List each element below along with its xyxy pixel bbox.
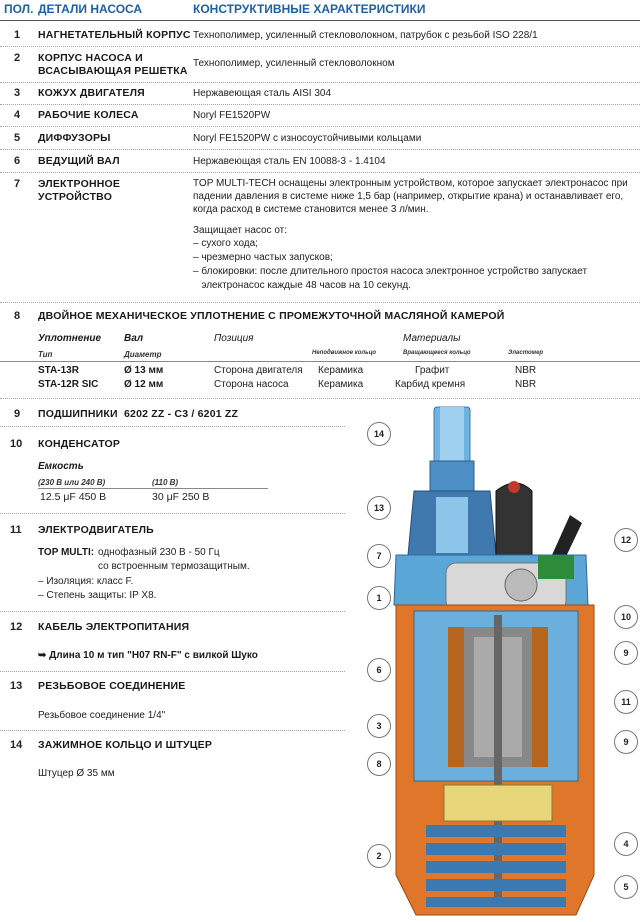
row-num: 1	[14, 29, 21, 41]
callout-1: 1	[367, 586, 391, 610]
seal-elastomer: NBR	[515, 365, 537, 376]
seal-type: STA-13R	[38, 365, 79, 376]
row-desc: Технополимер, усиленный стекловолокном, патрубок с резьбой ISO 228/1	[193, 30, 538, 41]
seal-col-seal: Уплотнение	[38, 333, 102, 344]
seal-elastomer: NBR	[515, 379, 537, 390]
bearings-title: ПОДШИПНИКИ	[38, 408, 118, 420]
cable-title: КАБЕЛЬ ЭЛЕКТРОПИТАНИЯ	[38, 621, 190, 633]
cable-text: ➥ Длина 10 м тип "H07 RN-F" с вилкой Шуко	[38, 650, 258, 661]
divider	[38, 488, 268, 489]
row-num: 6	[14, 155, 21, 167]
header-parts: ДЕТАЛИ НАСОСА	[38, 2, 143, 16]
section-num: 12	[10, 621, 23, 633]
row-name: ЭЛЕКТРОННОЕ	[38, 178, 121, 190]
row-num: 5	[14, 132, 21, 144]
divider	[0, 126, 640, 127]
seal-sub-type: Тип	[38, 350, 53, 359]
seal-sub-fixed: Неподвижное кольцо	[312, 350, 377, 356]
desc-line: – блокировки: после длительного простоя насоса электронное устройство запускает	[193, 266, 588, 277]
row-name: ДИФФУЗОРЫ	[38, 132, 111, 144]
capacitor-sub: Емкость	[38, 461, 84, 472]
section-num: 14	[10, 739, 23, 751]
divider	[0, 361, 640, 362]
seal-col-materials: Материалы	[403, 333, 461, 344]
section-num: 9	[14, 408, 21, 420]
section-num: 11	[10, 524, 22, 536]
motor-line: – Степень защиты: IP X8.	[38, 590, 157, 601]
thread-text: Резьбовое соединение 1/4"	[38, 710, 166, 721]
row-name: ВЕДУЩИЙ ВАЛ	[38, 155, 120, 167]
divider	[0, 46, 640, 47]
motor-title: ЭЛЕКТРОДВИГАТЕЛЬ	[38, 524, 154, 536]
seal-rotating-ring: Карбид кремня	[395, 379, 466, 390]
desc-line: – чрезмерно частых запусков;	[193, 252, 333, 263]
divider	[0, 172, 640, 173]
callout-9b: 9	[614, 730, 638, 754]
row-desc: Технополимер, усиленный стекловолокном	[193, 58, 395, 69]
divider	[0, 513, 345, 514]
seal-fixed-ring: Керамика	[318, 379, 364, 390]
seal-rotating-ring: Графит	[415, 365, 450, 376]
divider	[0, 398, 640, 399]
seal-type: STA-12R SIC	[38, 379, 99, 390]
seal-diameter: Ø 12 мм	[124, 379, 164, 390]
row-num: 2	[14, 52, 21, 64]
callout-10: 10	[614, 605, 638, 629]
callout-11: 11	[614, 690, 638, 714]
row-num: 7	[14, 178, 21, 190]
pump-cutaway-illustration	[356, 405, 640, 922]
callout-6: 6	[367, 658, 391, 682]
motor-line: – Изоляция: класс F.	[38, 576, 134, 587]
row-name: КОЖУХ ДВИГАТЕЛЯ	[38, 87, 145, 99]
header-characteristics: КОНСТРУКТИВНЫЕ ХАРАКТЕРИСТИКИ	[193, 2, 426, 16]
capacitor-v2: 30 μF 250 В	[152, 491, 210, 503]
callout-2: 2	[367, 844, 391, 868]
desc-line: – сухого хода;	[193, 238, 258, 249]
capacitor-v1-label: (230 В или 240 В)	[38, 478, 106, 487]
divider	[0, 82, 640, 83]
header-divider	[0, 20, 640, 21]
seal-title: ДВОЙНОЕ МЕХАНИЧЕСКОЕ УПЛОТНЕНИЕ С ПРОМЕЖУТОЧНОЙ МАСЛЯНОЙ КАМЕРОЙ	[38, 310, 505, 322]
seal-col-position: Позиция	[214, 333, 254, 344]
callout-7: 7	[367, 544, 391, 568]
divider	[0, 730, 345, 731]
seal-sub-rotating: Вращающееся кольцо	[403, 350, 471, 356]
capacitor-v1: 12.5 μF 450 В	[40, 491, 107, 503]
divider	[0, 149, 640, 150]
callout-9: 9	[614, 641, 638, 665]
seal-position: Сторона насоса	[214, 379, 289, 390]
capacitor-title: КОНДЕНСАТОР	[38, 438, 121, 450]
section-num: 8	[14, 310, 21, 322]
row-desc: Нержавеющая сталь AISI 304	[193, 88, 332, 99]
callout-3: 3	[367, 714, 391, 738]
callout-4: 4	[614, 832, 638, 856]
bearings-value: 6202 ZZ - C3 / 6201 ZZ	[124, 408, 239, 420]
desc-line: электронасос каждые 48 часов на 10 секунд.	[193, 280, 411, 291]
row-name: УСТРОЙСТВО	[38, 191, 113, 203]
row-num: 3	[14, 87, 21, 99]
seal-diameter: Ø 13 мм	[124, 365, 164, 376]
row-name: КОРПУС НАСОСА И	[38, 52, 143, 64]
device-description	[193, 178, 640, 294]
clamp-title: ЗАЖИМНОЕ КОЛЬЦО И ШТУЦЕР	[38, 739, 213, 751]
clamp-text: Штуцер Ø 35 мм	[38, 768, 115, 779]
divider	[0, 671, 345, 672]
header-pos: ПОЛ.	[4, 2, 34, 16]
motor-line: однофазный 230 В - 50 Гц	[98, 547, 220, 558]
seal-fixed-ring: Керамика	[318, 365, 364, 376]
row-name: РАБОЧИЕ КОЛЕСА	[38, 109, 139, 121]
seal-col-shaft: Вал	[124, 333, 144, 344]
desc-line: падении давления в системе ниже 1,5 бар (например, открытие крана) и останавливает его,	[193, 191, 624, 202]
callout-12: 12	[614, 528, 638, 552]
callout-14: 14	[367, 422, 391, 446]
seal-sub-diameter: Диаметр	[124, 350, 162, 359]
row-desc: Noryl FE1520PW с износоустойчивыми кольцами	[193, 133, 422, 144]
divider	[0, 104, 640, 105]
motor-line: со встроенным термозащитным.	[98, 561, 250, 572]
callout-13: 13	[367, 496, 391, 520]
divider	[0, 426, 345, 427]
row-name: ВСАСЫВАЮЩАЯ РЕШЕТКА	[38, 65, 188, 77]
capacitor-v2-label: (110 В)	[152, 478, 179, 487]
callout-5: 5	[614, 875, 638, 899]
divider	[0, 302, 640, 303]
divider	[0, 611, 345, 612]
row-desc: Нержавеющая сталь EN 10088-3 - 1.4104	[193, 156, 386, 167]
thread-title: РЕЗЬБОВОЕ СОЕДИНЕНИЕ	[38, 680, 186, 692]
section-num: 10	[10, 438, 23, 450]
motor-label: TOP MULTI:	[38, 547, 95, 558]
row-num: 4	[14, 109, 21, 121]
section-num: 13	[10, 680, 23, 692]
desc-line: Защищает насос от:	[193, 225, 288, 236]
row-desc: Noryl FE1520PW	[193, 110, 271, 121]
seal-position: Сторона двигателя	[214, 365, 303, 376]
seal-sub-elastomer: Эластомер	[508, 350, 544, 356]
desc-line: TOP MULTI-TECH оснащены электронным устройством, которое запускает электронасос при	[193, 178, 628, 189]
desc-line: когда расход в системе становится менее 3 л/мин.	[193, 204, 429, 215]
row-name: НАГНЕТАТЕЛЬНЫЙ КОРПУС	[38, 29, 191, 41]
callout-8: 8	[367, 752, 391, 776]
